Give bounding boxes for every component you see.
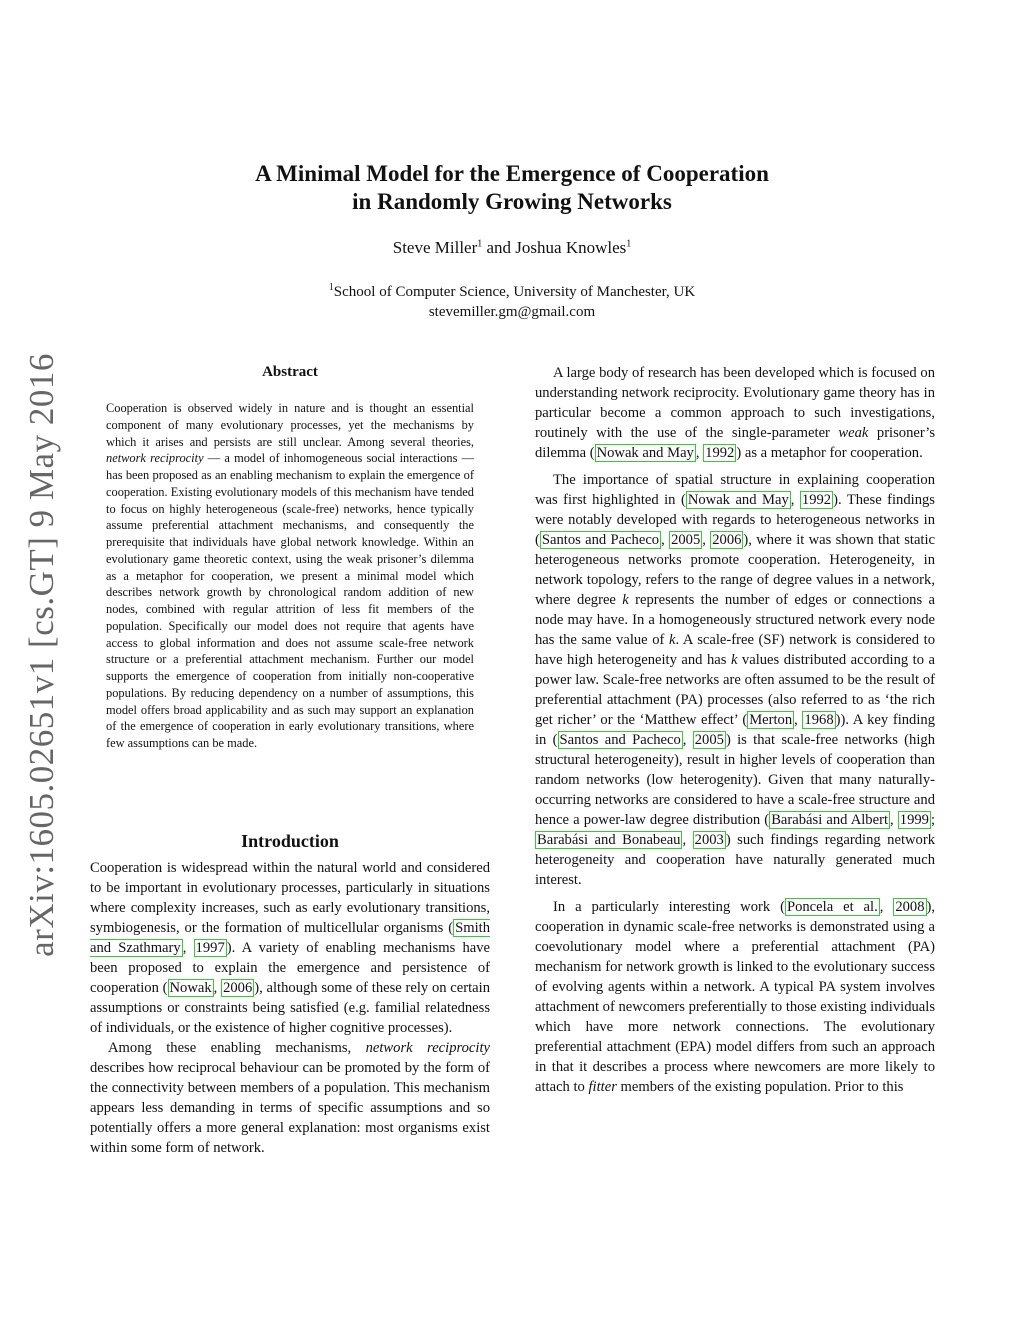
- title-line-2: in Randomly Growing Networks: [352, 189, 672, 214]
- citation-link[interactable]: Nowak and May: [596, 445, 694, 461]
- intro-paragraph-2: Among these enabling mechanisms, network reciprocity describes how reciprocal behaviour can be promoted by the form of the connectivity between members of a population. This mechanism appears less demanding in terms of specific assumptions and so potentially offers a more general explanation: most organisms exist within some form of network.: [90, 1040, 490, 1156]
- right-paragraph-1: A large body of research has been developed which is focused on understanding network reciprocity. Evolutionary game theory has in particular become a common approach to such investigations, routinely with the use of the single-parameter weak prisoner’s dilemma ( Nowak and May , 1992 ) as a metaphor for cooperation.: [535, 365, 935, 461]
- citation-link[interactable]: Santos and Pacheco: [541, 532, 660, 548]
- author-list: [0, 238, 1024, 258]
- abstract-heading: Abstract: [262, 364, 318, 380]
- author-1: Steve Miller: [392, 238, 478, 257]
- citation-link[interactable]: Merton: [749, 712, 793, 728]
- right-paragraph-3: In a particularly interesting work ( Poncela et al. , 2008 ), cooperation in dynamic scale-free networks is demonstrated using a coevolutionary model where a preferential attachment (PA) mechanism for network growth is linked to the evolutionary success of evolving agents within a network. A typical PA system involves attachment of newcomers preferentially to those existing individuals which have more network connections. The evolutionary preferential attachment (EPA) model differs from such an approach in that it describes a process where newcomers are more likely to attach to fitter members of the existing population. Prior to this: [535, 899, 936, 1095]
- title-line-1: A Minimal Model for the Emergence of Cooperation: [255, 161, 769, 186]
- citation-link[interactable]: Barabási and Albert: [771, 812, 888, 828]
- citation-link[interactable]: 1997: [195, 940, 225, 956]
- author-separator: and: [482, 238, 516, 257]
- citation-link[interactable]: Nowak: [169, 980, 212, 996]
- introduction-heading: Introduction: [241, 831, 339, 851]
- paper-title: [0, 160, 1024, 216]
- citation-link[interactable]: Barabási and Bonabeau: [537, 832, 681, 848]
- citation-link[interactable]: 1968: [804, 712, 834, 728]
- citation-link[interactable]: 2008: [895, 899, 925, 915]
- citation-link[interactable]: Nowak and May: [687, 492, 789, 508]
- affiliation: School of Computer Science, University of Manchester, UK: [333, 284, 696, 300]
- citation-link[interactable]: 2005: [671, 532, 701, 548]
- citation-link[interactable]: 2006: [712, 532, 742, 548]
- citation-link[interactable]: 1999: [899, 812, 929, 828]
- right-column-text: [535, 363, 935, 1104]
- author-2: Joshua Knowles: [515, 238, 627, 257]
- citation-link[interactable]: 2003: [694, 832, 724, 848]
- citation-link[interactable]: Smith and Szathmary: [90, 920, 490, 956]
- affiliation-block: [0, 282, 1024, 322]
- citation-link[interactable]: 2006: [223, 980, 253, 996]
- citation-link[interactable]: Santos and Pacheco: [559, 732, 681, 748]
- abstract-text: Cooperation is observed widely in nature and is thought an essential component of many evolutionary processes, yet the mechanisms by which it arises and persists are still unclear. Among several theories, network reciprocity — a model of inhomogeneous social interactions — has been proposed as an enabling mechanism to explain the emergence of cooperation. Existing evolutionary models of this mechanism have tended to focus on highly heterogeneous (scale-free) networks, hence typically assume preferential attachment mechanisms, and consequently the prerequisite that individuals have global network knowledge. Within an evolutionary game theoretic context, using the weak prisoner’s dilemma as a metaphor for cooperation, we present a minimal model which describes network growth by chronological random addition of new nodes, combined with regular attrition of less fit members of the population. Specifically our model does not require that agents have access to global information and does not assume scale-free network structure or a preferential attachment mechanism. Further our model supports the emergence of cooperation from initially non-cooperative populations. By reducing dependency on a number of assumptions, this model offers broad applicability and as such may support an explanation of the emergence of cooperation in early evolutionary transitions, where few assumptions can be made.: [106, 401, 474, 750]
- intro-paragraph-1: Cooperation is widespread within the natural world and considered to be important in evolutionary processes, particularly in situations where complexity increases, such as early evolutionary transitions, symbiogenesis, or the formation of multicellular organisms ( Smith and Szathmary , 1997 ). A variety of enabling mechanisms have been proposed to explain the emergence and persistence of cooperation ( Nowak , 2006 ), although some of these rely on certain assumptions or constraints being satisfied (e.g. familial relatedness of individuals, or the existence of higher cognitive processes).: [90, 860, 491, 1036]
- author-1-affil-mark: 1: [477, 238, 483, 250]
- citation-link[interactable]: 1992: [801, 492, 832, 508]
- affiliation-mark: 1: [328, 282, 334, 293]
- citation-link[interactable]: 2005: [694, 732, 724, 748]
- citation-link[interactable]: Poncela et al.: [786, 899, 878, 915]
- arxiv-identifier: arXiv:1605.02651v1 [cs.GT] 9 May 2016: [22, 353, 62, 957]
- email: stevemiller.gm@gmail.com: [428, 304, 596, 320]
- right-paragraph-2: The importance of spatial structure in explaining cooperation was first highlighted in ( Nowak and May , 1992 ). These findings were notably developed with regards to heterogeneous networks in ( Santos and Pacheco , 2005 , 2006 ), where it was shown that static heterogeneous networks promote cooperation. Heterogeneity, in network topology, refers to the range of degree values in a network, where degree k represents the number of edges or connections a node may have. In a homogeneously structured network every node has the same value of k. A scale-free (SF) network is considered to have high heterogeneity and has k values distributed according to a power law. Scale-free networks are often assumed to be the result of preferential attachment (PA) processes (also referred to as ‘the rich get richer’ or the ‘Matthew effect’ ( Merton , 1968 )). A key finding in ( Santos and Pacheco , 2005 ) is that scale-free networks (high structural heterogeneity), result in higher levels of cooperation than random networks (low heterogenity). Given that many naturally-occurring networks are considered to have a scale-free structure and hence a power-law degree distribution ( Barabási and Albert , 1999 ; Barabási and Bonabeau , 2003 ) such findings regarding network heterogeneity and cooperation have naturally generated much interest.: [535, 472, 936, 888]
- author-2-affil-mark: 1: [626, 238, 632, 250]
- citation-link[interactable]: 1992: [705, 445, 735, 461]
- introduction-text: [90, 858, 490, 1158]
